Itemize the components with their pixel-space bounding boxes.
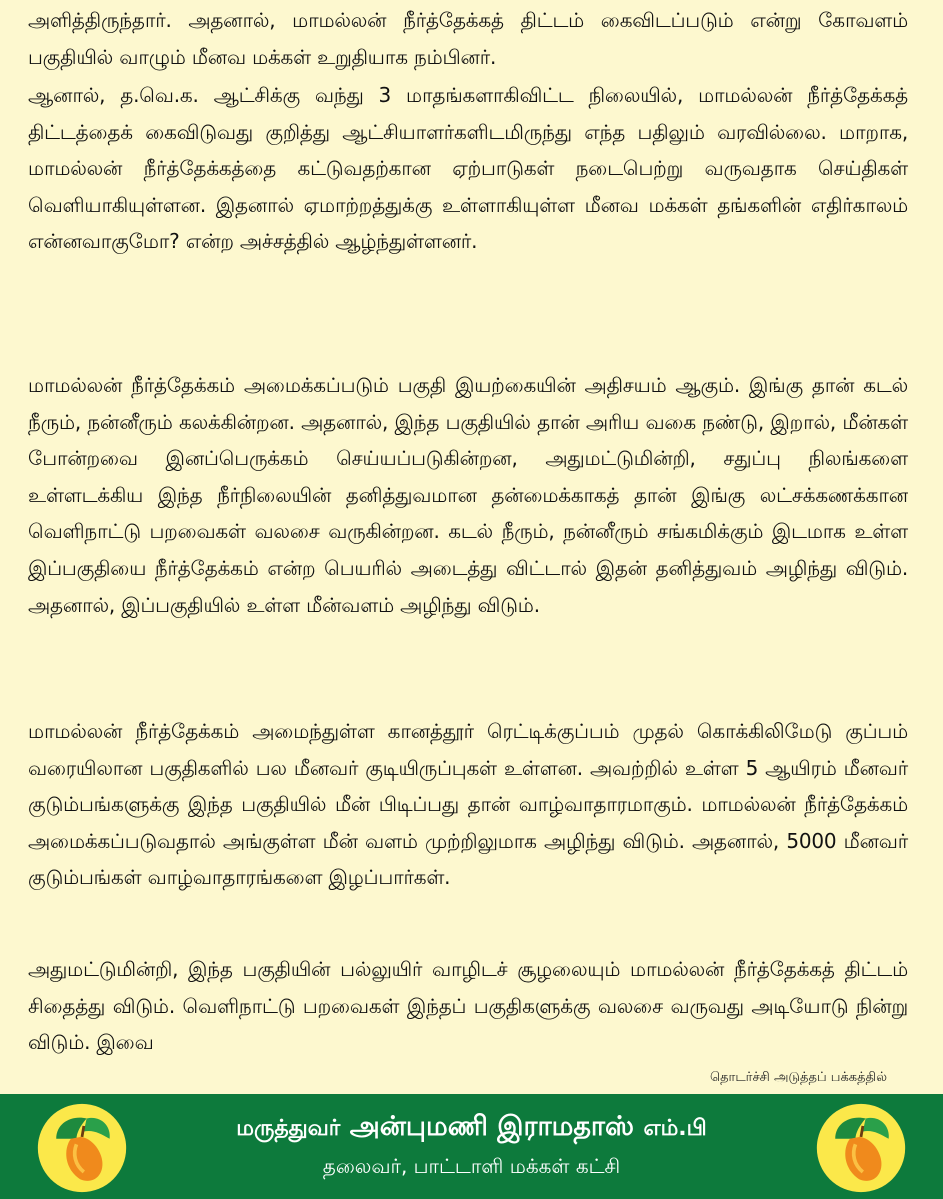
footer-name-line (0, 1110, 943, 1146)
footer-prefix: மருத்துவர் (236, 1116, 341, 1141)
paragraph-4: மாமல்லன் நீர்த்தேக்கம் அமைந்துள்ள கானத்தூர் ரெட்டிக்குப்பம் முதல் கொக்கிலிமேடு குப்பம் வரையிலான பகுதிகளில் பல மீனவர் குடியிருப்புகள் உள்ளன. அவற்றில் உள்ள 5 ஆயிரம் மீனவர் குடும்பங்களுக்கு இந்த பகுதியில் மீன் பிடிப்பது தான் வாழ்வாதாரமாகும். மாமல்லன் நீர்த்தேக்கம் அமைக்கப்படுவதால் அங்குள்ள மீன் வளம் முற்றிலுமாக அழிந்து விடும். அதனால், 5000 மீனவர் குடும்பங்கள் வாழ்வாதாரங்களை இழப்பார்கள். (28, 719, 908, 890)
mango-logo-icon (815, 1102, 907, 1194)
paragraph-5: அதுமட்டுமின்றி, இந்த பகுதியின் பல்லுயிர் வாழிடச் சூழலையும் மாமல்லன் நீர்த்தேக்கத் திட்டம் சிதைத்து விடும். வெளிநாட்டு பறவைகள் இந்தப் பகுதிகளுக்கு வலசை வருவது அடியோடு நின்று விடும். இவை (28, 957, 908, 1055)
continued-note: தொடர்ச்சி அடுத்தப் பக்கத்தில் (709, 1070, 887, 1085)
footer-name: அன்புமணி இராமதாஸ் (349, 1111, 635, 1142)
footer-banner (0, 1094, 943, 1199)
footer-suffix: எம்.பி (643, 1116, 707, 1141)
paragraph-1: அளித்திருந்தார். அதனால், மாமல்லன் நீர்த்தேக்கத் திட்டம் கைவிடப்படும் என்று கோவளம் பகுதியில் வாழும் மீனவ மக்கள் உறுதியாக நம்பினர். (28, 8, 908, 69)
footer-role: தலைவர், பாட்டாளி மக்கள் கட்சி (322, 1154, 621, 1178)
paragraph-2: ஆனால், த.வெ.க. ஆட்சிக்கு வந்து 3 மாதங்களாகிவிட்ட நிலையில், மாமல்லன் நீர்த்தேக்கத் திட்டத்தைக் கைவிடுவது குறித்து ஆட்சியாளர்களிடமிருந்து எந்த பதிலும் வரவில்லை. மாறாக, மாமல்லன் நீர்த்தேக்கத்தை கட்டுவதற்கான ஏற்பாடுகள் நடைபெற்று வருவதாக செய்திகள் வெளியாகியுள்ளன. இதனால் ஏமாற்றத்துக்கு உள்ளாகியுள்ள மீனவ மக்கள் தங்களின் எதிர்காலம் என்னவாகுமோ? என்ற அச்சத்தில் ஆழ்ந்துள்ளனர். (28, 83, 908, 254)
paragraph-3: மாமல்லன் நீர்த்தேக்கம் அமைக்கப்படும் பகுதி இயற்கையின் அதிசயம் ஆகும். இங்கு தான் கடல் நீரும், நன்னீரும் கலக்கின்றன. அதனால், இந்த பகுதியில் தான் அரிய வகை நண்டு, இறால், மீன்கள் போன்றவை இனப்பெருக்கம் செய்யப்படுகின்றன, அதுமட்டுமின்றி, சதுப்பு நிலங்களை உள்ளடக்கிய இந்த நீர்நிலையின் தனித்துவமான தன்மைக்காகத் தான் இங்கு லட்சக்கணக்கான வெளிநாட்டு பறவைகள் வலசை வருகின்றன. கடல் நீரும், நன்னீரும் சங்கமிக்கும் இடமாக உள்ள இப்பகுதியை நீர்த்தேக்கம் என்ற பெயரில் அடைத்து விட்டால் இதன் தனித்துவம் அழிந்து விடும். அதனால், இப்பகுதியில் உள்ள மீன்வளம் அழிந்து விடும். (28, 373, 908, 617)
